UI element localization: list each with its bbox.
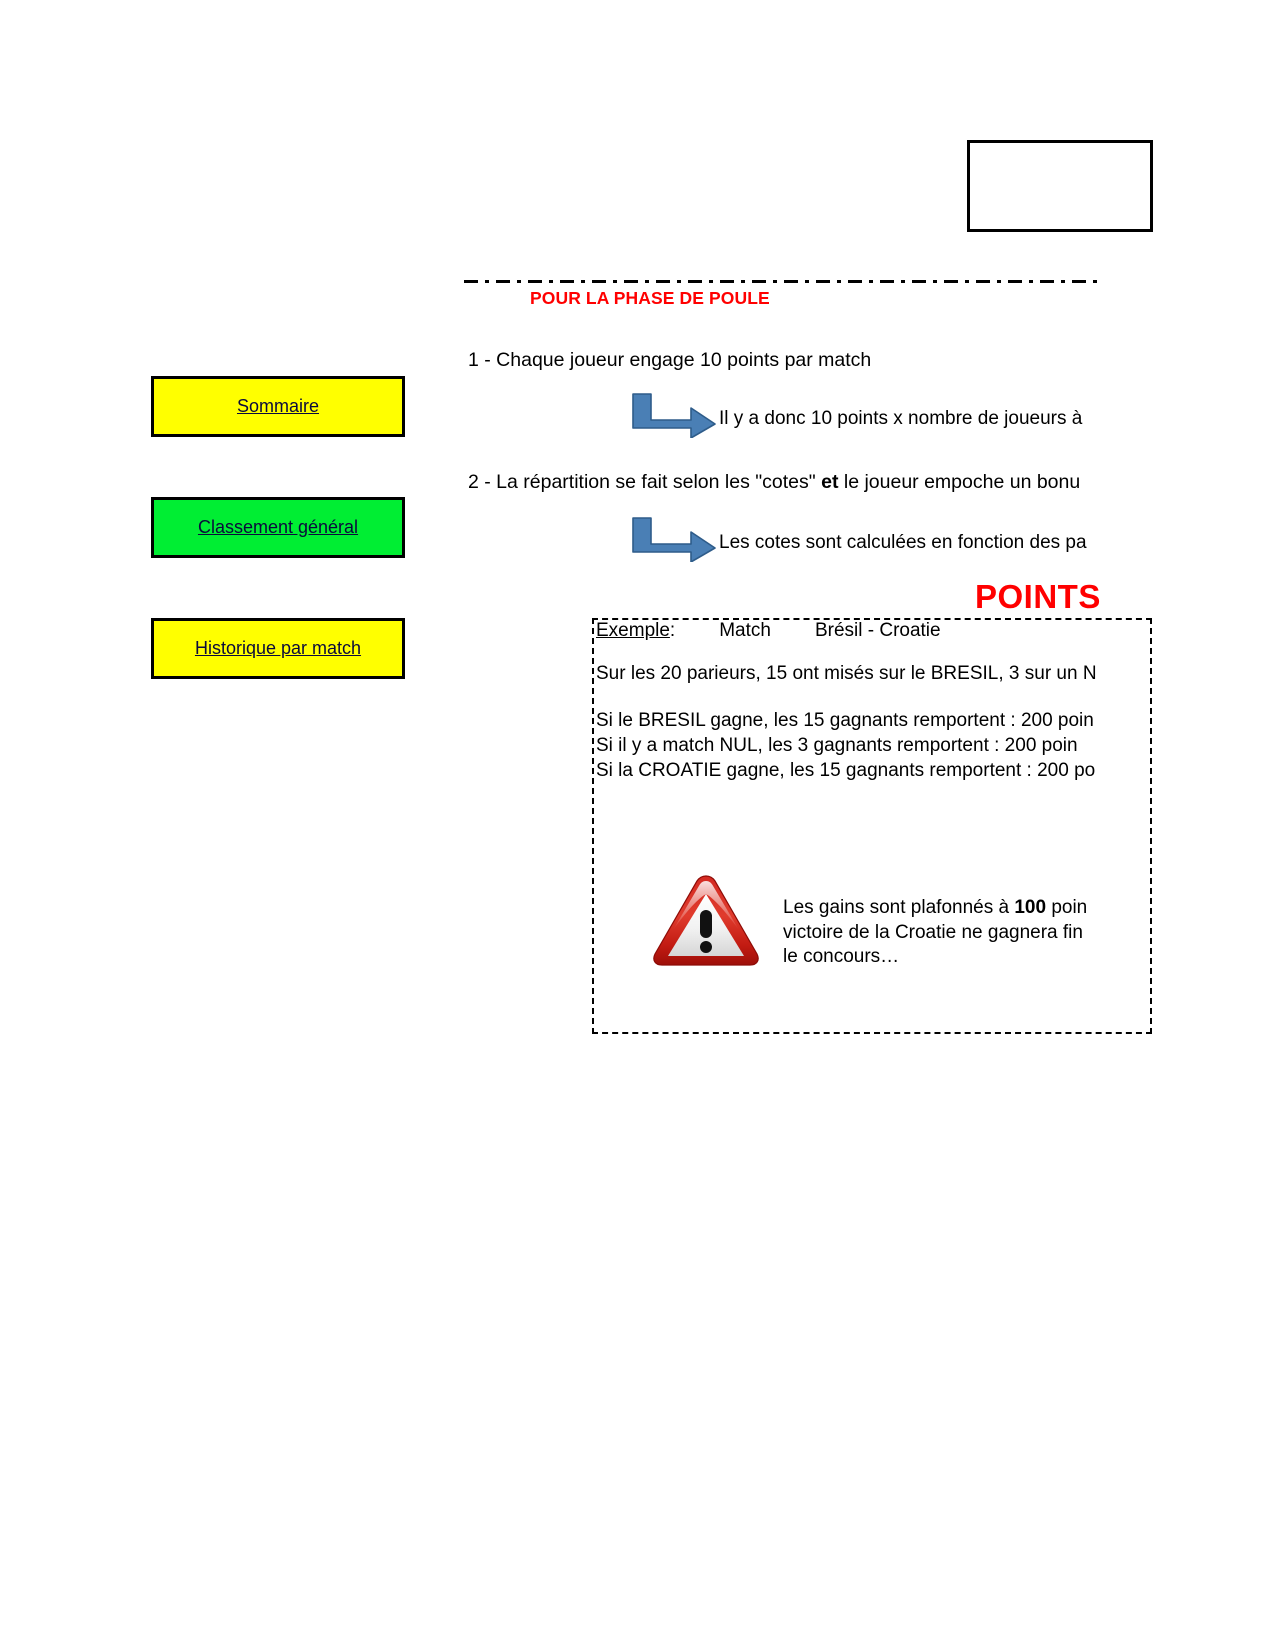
warning-cap-value: 100 (1014, 897, 1047, 918)
rule-substatement-2: Les cotes sont calculées en fonction des pa (719, 532, 1087, 553)
sidebar-item-sommaire[interactable] (151, 376, 405, 437)
rule-substatement-1: Il y a donc 10 points x nombre de joueurs à (719, 408, 1083, 429)
sidebar-item-historique-par-match[interactable] (151, 618, 405, 679)
rule-statement-2-part1: 2 - La répartition se fait selon les "cotes" (468, 471, 822, 493)
warning-line1-suffix: poin (1046, 897, 1088, 918)
dash-dot-divider (464, 280, 1098, 283)
sidebar-item-label: Sommaire (236, 396, 320, 416)
warning-text (783, 896, 1087, 970)
rule-statement-2-part2: le joueur empoche un bonu (838, 471, 1081, 493)
example-intro: Sur les 20 parieurs, 15 ont misés sur le BRESIL, 3 sur un N (596, 663, 1097, 684)
empty-title-box (967, 140, 1153, 232)
example-label-suffix: : (669, 620, 676, 641)
example-match-name: Brésil - Croatie (814, 620, 941, 641)
example-result-2: Si il y a match NUL, les 3 gagnants remportent : 200 poin (596, 735, 1078, 756)
rule-statement-2-emphasis: et (821, 471, 839, 493)
bent-arrow-icon-1 (631, 392, 717, 438)
example-result-3: Si la CROATIE gagne, les 15 gagnants remportent : 200 po (596, 760, 1096, 781)
bent-arrow-icon-2 (631, 516, 717, 562)
warning-line1-prefix: Les gains sont plafonnés à (783, 897, 1015, 918)
rule-statement-1: 1 - Chaque joueur engage 10 points par match (468, 349, 872, 371)
warning-triangle-icon (651, 872, 761, 968)
page-title: POUR LA PHASE DE POULE (530, 288, 770, 308)
warning-line3: le concours… (783, 946, 900, 968)
sidebar-item-label: Classement général (197, 517, 359, 537)
example-match-word: Match (719, 620, 771, 641)
example-header (596, 620, 941, 642)
points-section-title: POINTS (975, 578, 1101, 615)
sidebar-item-label: Historique par match (194, 638, 362, 658)
example-result-1: Si le BRESIL gagne, les 15 gagnants remportent : 200 poin (596, 710, 1094, 731)
sidebar-item-classement-general[interactable] (151, 497, 405, 558)
warning-line2: victoire de la Croatie ne gagnera fin (783, 921, 1083, 943)
example-label: Exemple (596, 620, 670, 641)
rule-statement-2 (468, 470, 1080, 494)
